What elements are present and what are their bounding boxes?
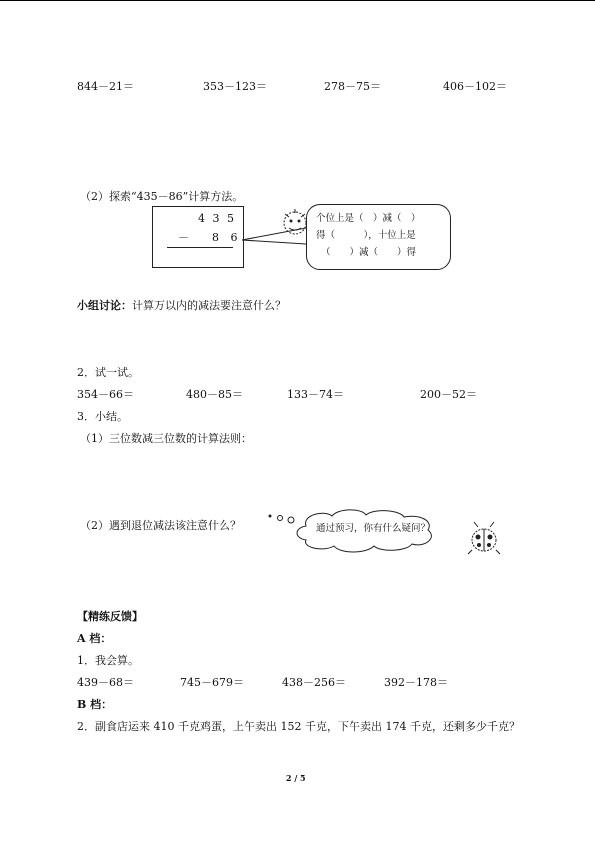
level-a-label: A 档： xyxy=(77,632,112,645)
summary-item-2: （2）遇到退位减法该注意什么？ xyxy=(80,519,241,532)
try-problem-1: 354－66＝ xyxy=(77,388,134,401)
problem-row1-1: 844－21＝ xyxy=(77,80,134,93)
page-number: 2 / 5 xyxy=(286,773,306,783)
practice-problem-3: 438－256＝ xyxy=(282,676,346,689)
level-a-title: 1．我会算。 xyxy=(77,654,139,667)
level-b-question: 2．副食店运来 410 千克鸡蛋，上午卖出 152 千克，下午卖出 174 千克，还剩多少千克？ xyxy=(77,720,520,733)
ladybug-character-icon xyxy=(464,520,504,556)
practice-header: 【精练反馈】 xyxy=(77,610,143,623)
group-discussion-label: 小组讨论： xyxy=(77,299,132,312)
hint-bubble xyxy=(306,204,451,270)
vertical-bottom-number: 8 6 xyxy=(212,231,242,244)
try-problem-3: 133－74＝ xyxy=(287,388,344,401)
practice-problem-2: 745－679＝ xyxy=(180,676,244,689)
try-title: 2．试一试。 xyxy=(77,366,139,379)
try-problem-2: 480－85＝ xyxy=(186,388,243,401)
practice-problem-1: 439－68＝ xyxy=(77,676,134,689)
problem-row1-4: 406－102＝ xyxy=(443,80,507,93)
practice-problem-4: 392－178＝ xyxy=(384,676,448,689)
cloud-question-text: 通过预习，你有什么疑问？ xyxy=(316,523,431,534)
group-discussion-text: 计算万以内的减法要注意什么？ xyxy=(132,299,286,312)
vertical-minus-sign: － xyxy=(178,231,189,244)
summary-item-1: （1）三位数减三位数的计算法则： xyxy=(80,432,252,445)
explore-title: （2）探索“435－86”计算方法。 xyxy=(80,190,244,203)
hint-line-1: 个位上是（ ）减（ ） xyxy=(316,213,421,224)
summary-title: 3．小结。 xyxy=(77,410,128,423)
hint-line-3: （ ）减（ ）得 xyxy=(321,247,417,258)
vertical-top-number: 4 3 5 xyxy=(198,212,236,225)
hint-line-2: 得（ ），十位上是 xyxy=(316,230,416,241)
level-b-label: B 档： xyxy=(77,698,113,711)
problem-row1-3: 278－75＝ xyxy=(324,80,381,93)
group-discussion xyxy=(77,299,286,313)
problem-row1-2: 353－123＝ xyxy=(203,80,267,93)
try-problem-4: 200－52＝ xyxy=(420,388,477,401)
